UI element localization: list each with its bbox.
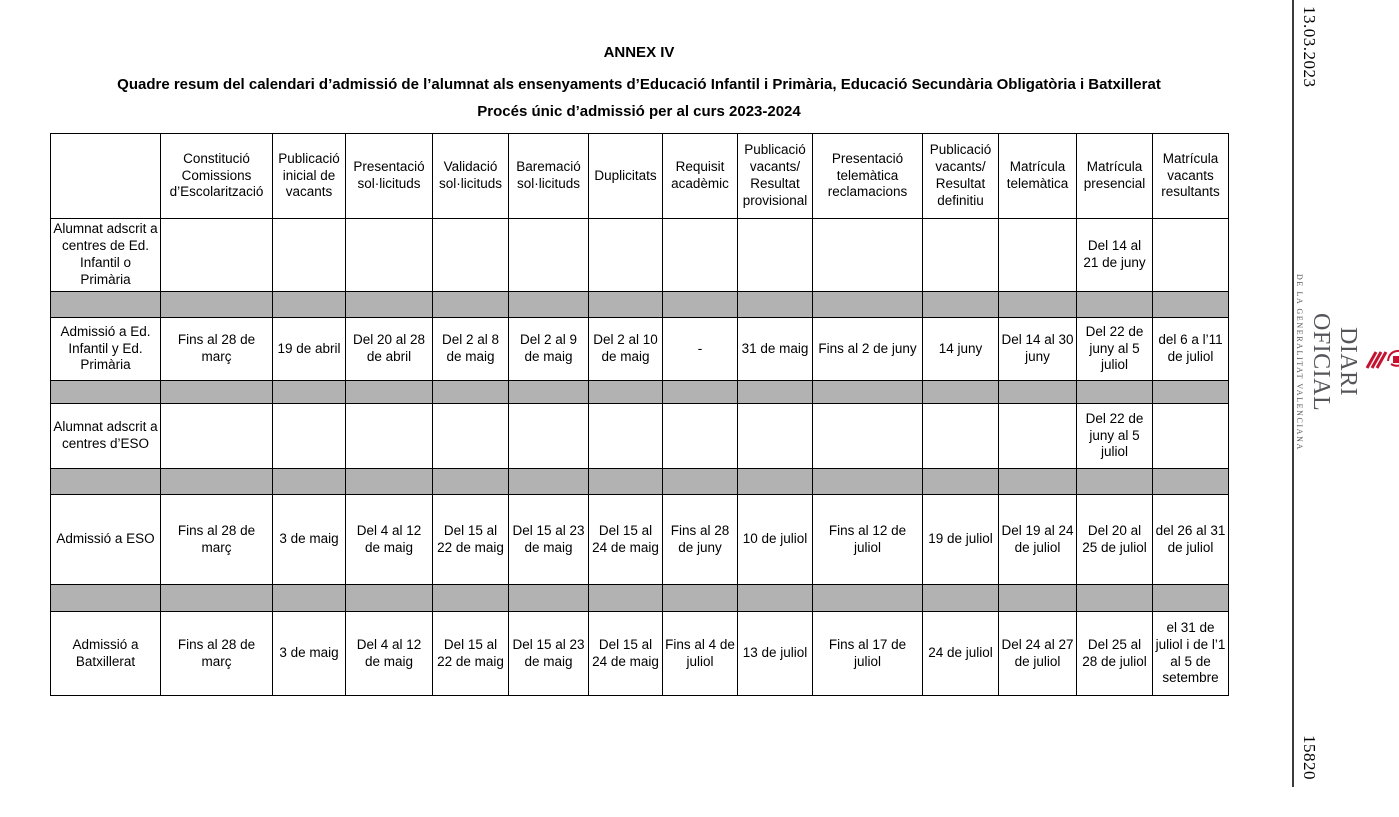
table-cell: del 6 a l’11 de juliol	[1153, 318, 1229, 381]
table-cell	[161, 404, 273, 469]
table-row	[51, 219, 1229, 292]
table-cell: Fins al 28 de març	[161, 612, 273, 696]
table-cell: Del 19 al 24 de juliol	[999, 495, 1077, 585]
header-cell: Publicació inicial de vacants	[273, 134, 346, 219]
table-cell: 14 juny	[923, 318, 999, 381]
table-cell	[813, 219, 923, 292]
table-cell	[738, 219, 813, 292]
journal-title: DIARI OFICIAL	[1308, 312, 1361, 412]
table-row	[51, 495, 1229, 585]
table-cell: del 26 al 31 de juliol	[1153, 495, 1229, 585]
table-cell	[663, 219, 738, 292]
table-cell: Del 15 al 23 de maig	[509, 612, 589, 696]
row-label: Admissió a Ed. Infantil y Ed. Primària	[51, 318, 161, 381]
table-header-row	[51, 134, 1229, 219]
table-cell: 24 de juliol	[923, 612, 999, 696]
table-cell: Del 22 de juny al 5 juliol	[1077, 404, 1153, 469]
table-cell	[923, 219, 999, 292]
table-cell: Fins al 12 de juliol	[813, 495, 923, 585]
table-cell	[509, 219, 589, 292]
table-cell: Fins al 4 de juliol	[663, 612, 738, 696]
table-cell: Del 22 de juny al 5 juliol	[1077, 318, 1153, 381]
separator-row	[51, 292, 1229, 318]
table-cell	[161, 219, 273, 292]
journal-masthead	[1295, 256, 1399, 468]
table-cell: 13 de juliol	[738, 612, 813, 696]
admission-calendar-table	[50, 133, 1229, 696]
table-row	[51, 318, 1229, 381]
table-cell: Fins al 28 de març	[161, 318, 273, 381]
table-cell: 10 de juliol	[738, 495, 813, 585]
table-cell: Del 2 al 8 de maig	[433, 318, 509, 381]
table-cell: Fins al 28 de març	[161, 495, 273, 585]
table-cell	[589, 404, 663, 469]
table-cell: 31 de maig	[738, 318, 813, 381]
table-cell: Del 20 al 28 de abril	[346, 318, 433, 381]
table-cell: Fins al 2 de juny	[813, 318, 923, 381]
generalitat-logo-icon	[1364, 343, 1399, 382]
header-cell: Presentació sol·licituds	[346, 134, 433, 219]
table-cell	[923, 404, 999, 469]
row-label: Admissió a Batxillerat	[51, 612, 161, 696]
table-cell: 3 de maig	[273, 612, 346, 696]
table-cell: 19 de juliol	[923, 495, 999, 585]
header-cell: Publicació vacants/ Resultat definitiu	[923, 134, 999, 219]
margin-divider	[1292, 0, 1294, 787]
header-cell: Requisit acadèmic	[663, 134, 738, 219]
table-cell	[999, 404, 1077, 469]
table-cell	[813, 404, 923, 469]
header-cell: Matrícula vacants resultants	[1153, 134, 1229, 219]
table-cell	[663, 404, 738, 469]
annex-title: ANNEX IV	[603, 44, 675, 61]
table-cell	[273, 219, 346, 292]
table-cell: Del 4 al 12 de maig	[346, 612, 433, 696]
table-cell: Del 15 al 22 de maig	[433, 495, 509, 585]
document-subtitle: Procés únic d’admissió per al curs 2023-2024	[477, 103, 801, 120]
table-cell	[346, 219, 433, 292]
table-cell: Del 24 al 27 de juliol	[999, 612, 1077, 696]
table-cell: Del 2 al 10 de maig	[589, 318, 663, 381]
table-cell: Del 15 al 23 de maig	[509, 495, 589, 585]
row-label: Admissió a ESO	[51, 495, 161, 585]
header-cell: Matrícula telemàtica	[999, 134, 1077, 219]
table-row	[51, 404, 1229, 469]
table-cell: Del 14 al 21 de juny	[1077, 219, 1153, 292]
table-cell: Del 25 al 28 de juliol	[1077, 612, 1153, 696]
table-cell: Del 20 al 25 de juliol	[1077, 495, 1153, 585]
table-cell	[999, 219, 1077, 292]
table-cell	[433, 219, 509, 292]
table-cell	[509, 404, 589, 469]
header-cell: Duplicitats	[589, 134, 663, 219]
table-cell: el 31 de juliol i de l’1 al 5 de setembre	[1153, 612, 1229, 696]
table-cell: Del 2 al 9 de maig	[509, 318, 589, 381]
table-cell: Del 15 al 22 de maig	[433, 612, 509, 696]
separator-row	[51, 381, 1229, 404]
issue-date: 13.03.2023	[1300, 6, 1319, 88]
table-cell: Del 14 al 30 juny	[999, 318, 1077, 381]
journal-subtitle: DE LA GENERALITAT VALENCIANA	[1295, 273, 1304, 451]
table-cell	[1153, 219, 1229, 292]
table-row	[51, 612, 1229, 696]
header-cell: Validació sol·licituds	[433, 134, 509, 219]
header-cell: Matrícula presencial	[1077, 134, 1153, 219]
separator-row	[51, 469, 1229, 495]
table-cell: Fins al 17 de juliol	[813, 612, 923, 696]
table-cell: Fins al 28 de juny	[663, 495, 738, 585]
table-cell: 19 de abril	[273, 318, 346, 381]
page-number: 15820	[1300, 735, 1319, 780]
header-cell: Publicació vacants/ Resultat provisional	[738, 134, 813, 219]
table-cell	[589, 219, 663, 292]
table-cell: Del 15 al 24 de maig	[589, 612, 663, 696]
table-cell: Del 4 al 12 de maig	[346, 495, 433, 585]
table-cell	[346, 404, 433, 469]
header-cell: Baremació sol·licituds	[509, 134, 589, 219]
table-cell	[273, 404, 346, 469]
table-cell	[1153, 404, 1229, 469]
header-cell: Presentació telemàtica reclamacions	[813, 134, 923, 219]
table-cell: -	[663, 318, 738, 381]
separator-row	[51, 585, 1229, 612]
header-cell: Constitució Comissions d’Escolarització	[161, 134, 273, 219]
header-cell	[51, 134, 161, 219]
table-cell: 3 de maig	[273, 495, 346, 585]
row-label: Alumnat adscrit a centres d’ESO	[51, 404, 161, 469]
row-label: Alumnat adscrit a centres de Ed. Infantil o Primària	[51, 219, 161, 292]
document-title: Quadre resum del calendari d’admissió de l’alumnat als ensenyaments d’Educació Infantil i Primària, Educació Secundària Obligatòria i Batxillerat	[117, 76, 1161, 93]
table-cell: Del 15 al 24 de maig	[589, 495, 663, 585]
table-cell	[433, 404, 509, 469]
table-cell	[738, 404, 813, 469]
